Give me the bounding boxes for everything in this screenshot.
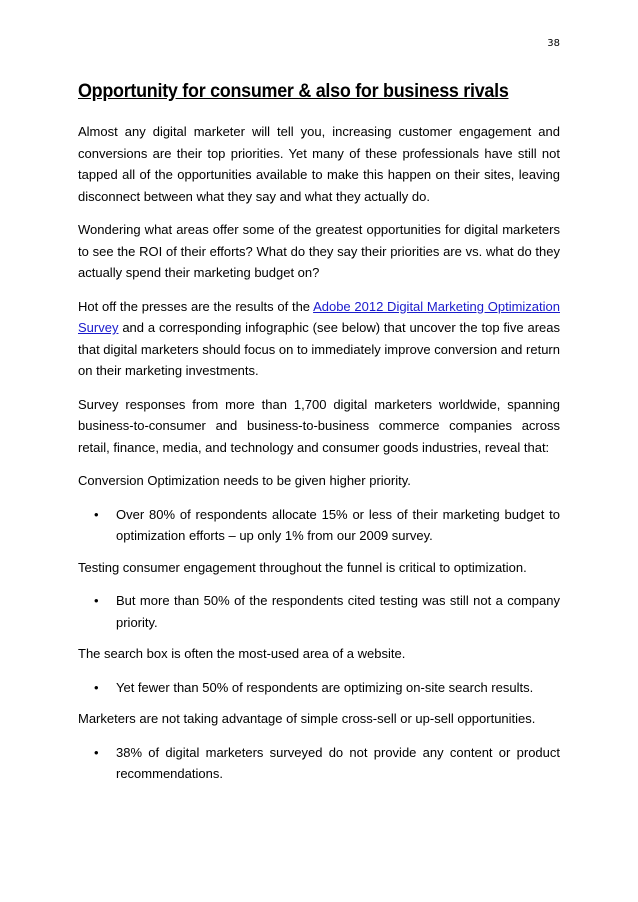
finding-bullet: • But more than 50% of the respondents cited testing was still not a company priority. (78, 590, 560, 633)
finding-heading: The search box is often the most-used area of a website. (78, 646, 406, 661)
finding-bullet: • Yet fewer than 50% of respondents are optimizing on-site search results. (78, 677, 560, 699)
page-number: 38 (547, 38, 560, 49)
paragraph-survey-results (78, 296, 560, 382)
paragraph-text: and a corresponding infographic (see below) that uncover the top five areas that digital marketers should focus on to immediately improve conversion and return on their marketing investments. (78, 320, 560, 378)
document-body (78, 80, 560, 795)
paragraph-intro: Almost any digital marketer will tell you, increasing customer engagement and conversions are their top priorities. Yet many of these professionals have still not tapped all of the opportunities available to make this happen on their sites, leaving disconnect between what they say and what they actually do. (78, 124, 560, 204)
survey-link[interactable]: Adobe 2012 Digital Marketing Optimization Survey (78, 298, 560, 335)
paragraph-question: Wondering what areas offer some of the greatest opportunities for digital marketers to see the ROI of their efforts? What do they say their priorities are vs. what do they actually spend their marketing budget on? (78, 222, 560, 280)
finding-heading: Testing consumer engagement throughout the funnel is critical to optimization. (78, 559, 527, 575)
finding-heading: Conversion Optimization needs to be given higher priority. (78, 473, 411, 488)
finding-list (78, 504, 560, 547)
section-title: Opportunity for consumer & also for business rivals (78, 80, 509, 102)
finding-bullet: • 38% of digital marketers surveyed do not provide any content or product recommendations. (78, 742, 560, 785)
paragraph-respondents: Survey responses from more than 1,700 digital marketers worldwide, spanning business-to-consumer and business-to-business commerce companies across retail, finance, media, and technology and consumer goods industries, reveal that: (78, 396, 560, 455)
finding-heading: Marketers are not taking advantage of simple cross-sell or up-sell opportunities. (78, 711, 536, 726)
finding-list (78, 590, 560, 633)
paragraph-text: Hot off the presses are the results of the (78, 298, 314, 314)
finding-list (78, 742, 560, 785)
finding-list (78, 677, 560, 699)
finding-bullet: • Over 80% of respondents allocate 15% or less of their marketing budget to optimization efforts – up only 1% from our 2009 survey. (78, 504, 560, 547)
